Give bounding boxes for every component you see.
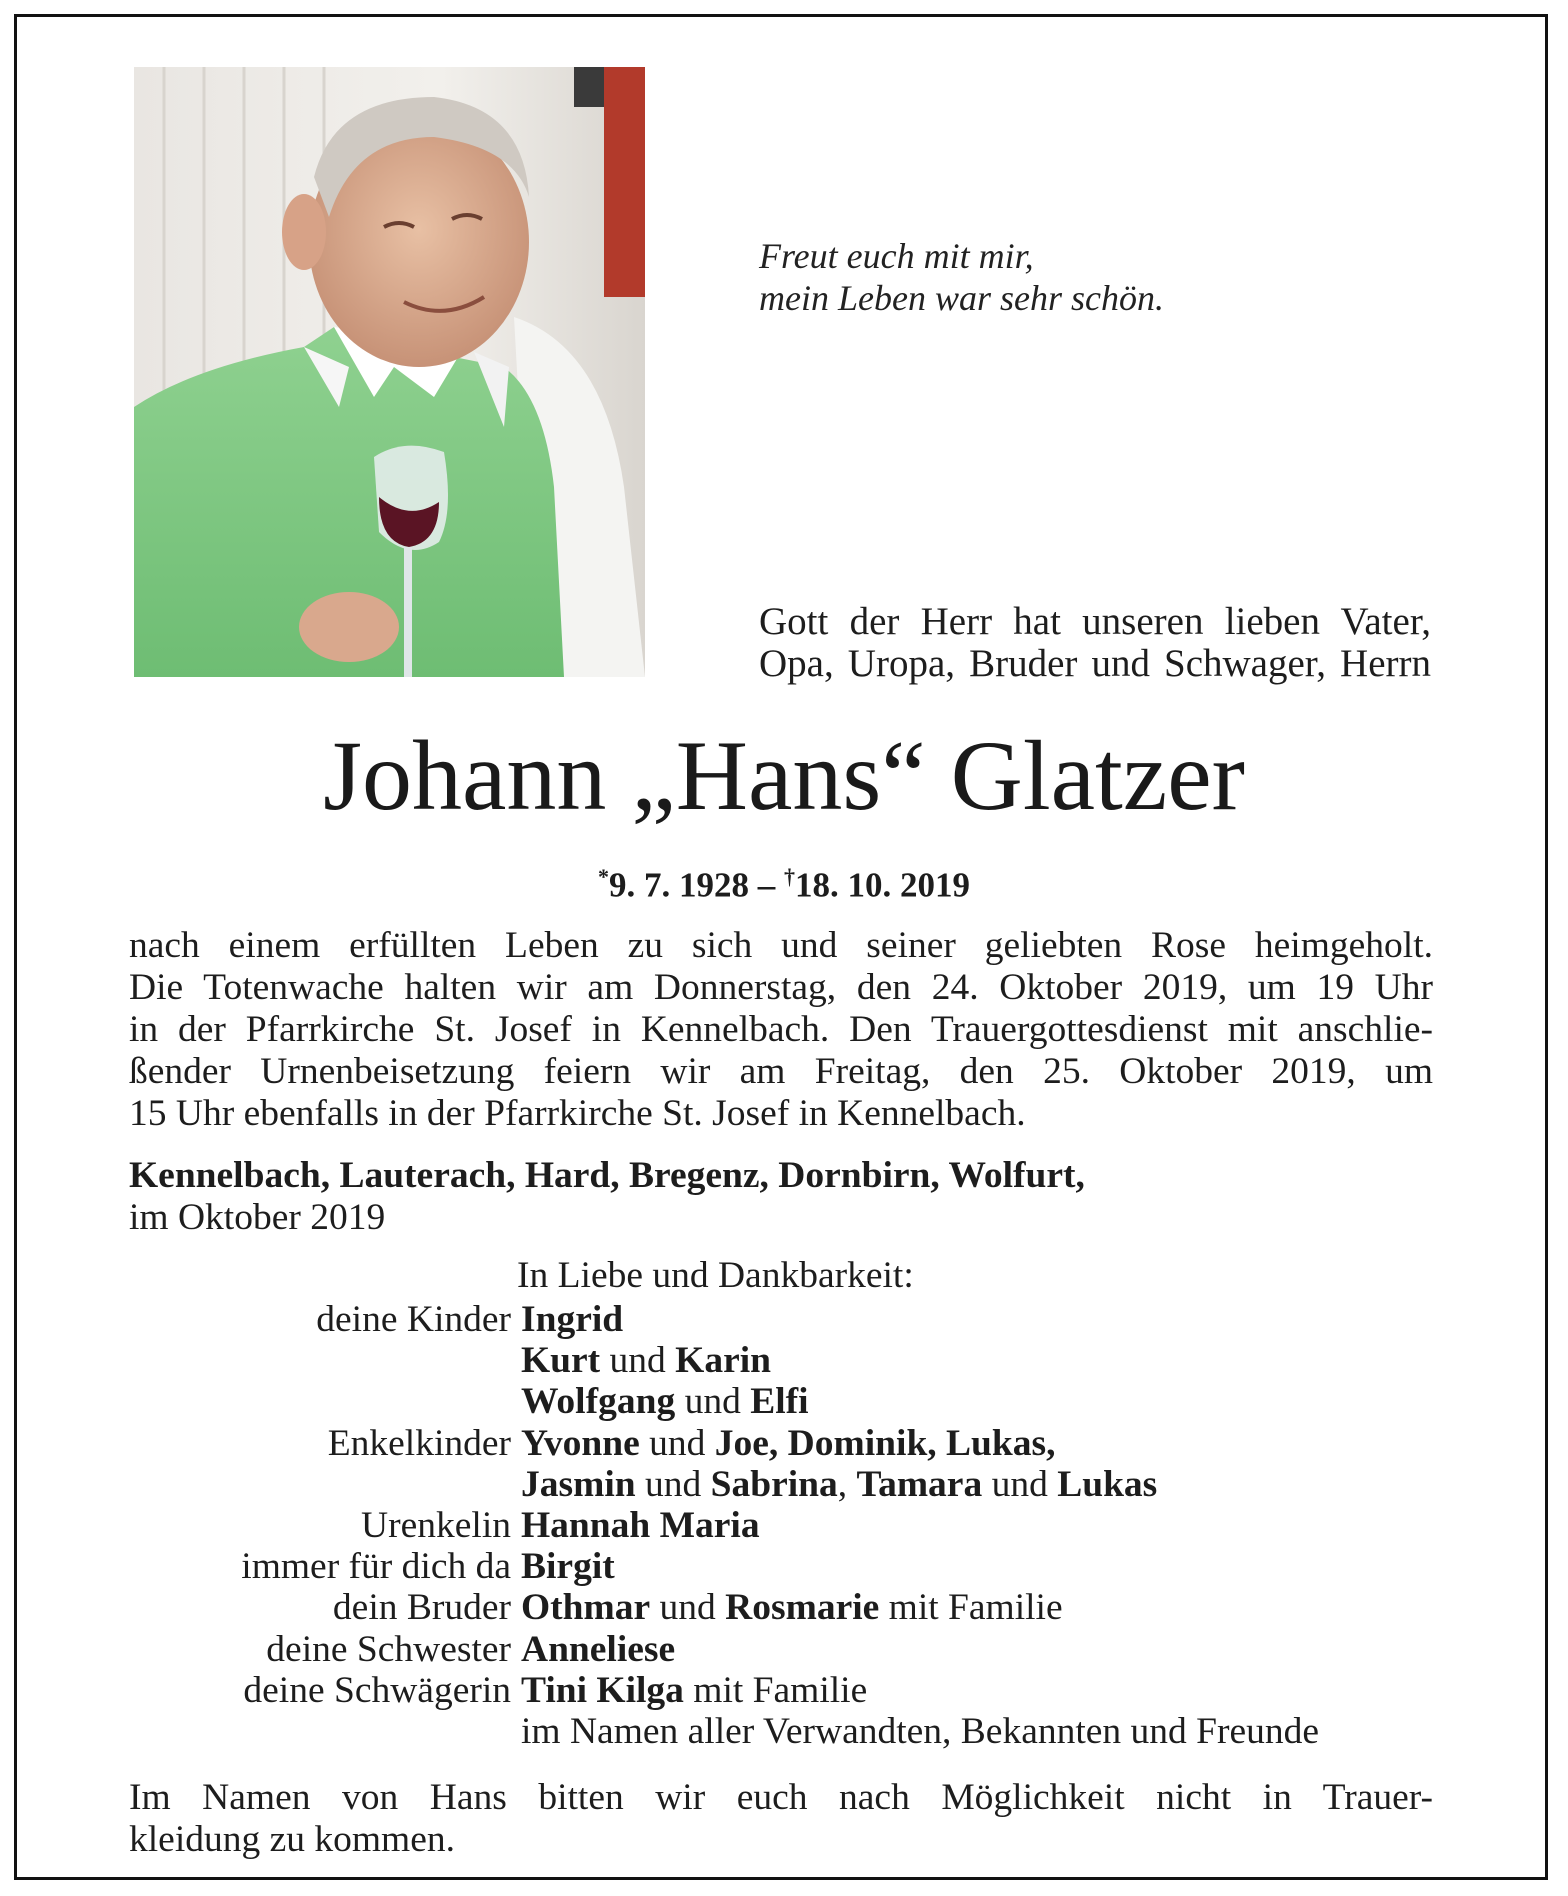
- relation-label: [117, 1340, 521, 1381]
- connector-text: im Namen aller Verwandten, Bekannten und Freunde: [521, 1711, 1320, 1753]
- connector-text: und: [675, 1381, 751, 1423]
- quote-line: Freut euch mit mir,: [759, 236, 1034, 276]
- family-names: [521, 1711, 1319, 1752]
- connector-text: ,: [837, 1463, 857, 1505]
- family-names: [521, 1423, 1056, 1464]
- family-names: [521, 1340, 771, 1381]
- relation-label: dein Bruder: [332, 1587, 511, 1629]
- family-member-name: Wolfgang: [521, 1381, 676, 1423]
- family-row: [117, 1670, 1319, 1711]
- family-member-name: Joe, Dominik, Lukas,: [714, 1422, 1056, 1464]
- date-separator: –: [749, 865, 784, 905]
- quote-line: mein Leben war sehr schön.: [759, 278, 1164, 318]
- family-names: [521, 1464, 1157, 1505]
- family-row: [117, 1299, 1319, 1340]
- death-symbol: †: [784, 864, 795, 889]
- relation-label: Urenkelin: [361, 1505, 511, 1547]
- death-date: 18. 10. 2019: [795, 865, 970, 905]
- closing-text: [129, 1777, 1433, 1861]
- family-names: [521, 1629, 675, 1670]
- relation-label: immer für dich da: [241, 1546, 511, 1588]
- family-row: [117, 1711, 1319, 1752]
- family-list: [117, 1299, 1319, 1752]
- closing-line: kleidung zu kommen.: [129, 1819, 455, 1860]
- portrait-photo: [134, 67, 645, 677]
- birth-symbol: *: [598, 864, 609, 889]
- family-member-name: Yvonne: [521, 1422, 640, 1464]
- family-member-name: Anneliese: [521, 1628, 676, 1670]
- family-member-name: Rosmarie: [725, 1587, 880, 1629]
- family-row: [117, 1464, 1319, 1505]
- relation-label: deine Schwägerin: [243, 1669, 511, 1711]
- text-line: in der Pfarrkirche St. Josef in Kennelbach. Den Trauergottesdienst mit anschlie-: [129, 1009, 1433, 1050]
- family-member-name: Hannah Maria: [521, 1505, 760, 1547]
- closing-line: Im Namen von Hans bitten wir euch nach Möglichkeit nicht in Trauer-: [129, 1777, 1433, 1818]
- connector-text: mit Familie: [683, 1669, 868, 1711]
- family-row: [117, 1423, 1319, 1464]
- family-member-name: Kurt: [521, 1340, 601, 1382]
- family-names: [521, 1587, 1063, 1628]
- deceased-name: Johann „Hans“ Glatzer: [323, 720, 1245, 831]
- relation-label: [117, 1711, 521, 1752]
- family-member-name: Tamara: [856, 1463, 983, 1505]
- family-names: [521, 1546, 615, 1587]
- family-member-name: Tini Kilga: [521, 1669, 684, 1711]
- family-row: [117, 1587, 1319, 1628]
- quote: [759, 235, 1164, 319]
- places: Kennelbach, Lauterach, Hard, Bregenz, Dornbirn, Wolfurt,: [129, 1155, 1085, 1196]
- family-names: [521, 1505, 760, 1546]
- family-member-name: Karin: [675, 1340, 772, 1382]
- family-member-name: Birgit: [521, 1546, 615, 1588]
- relation-label: deine Kinder: [316, 1299, 511, 1340]
- family-member-name: Othmar: [521, 1587, 651, 1629]
- family-row: [117, 1546, 1319, 1587]
- connector-text: und: [639, 1422, 715, 1464]
- intro-line: Gott der Herr hat unseren lieben Vater,: [759, 600, 1431, 643]
- text-line: nach einem erfüllten Leben zu sich und seiner geliebten Rose heimgeholt.: [129, 925, 1433, 966]
- family-member-name: Lukas: [1057, 1463, 1158, 1505]
- family-names: [521, 1299, 623, 1340]
- connector-text: und: [635, 1463, 711, 1505]
- obituary-page: [14, 14, 1548, 1880]
- relation-label: Enkelkinder: [327, 1422, 511, 1464]
- family-member-name: Sabrina: [710, 1463, 838, 1505]
- connector-text: und: [982, 1463, 1058, 1505]
- relation-label: deine Schwester: [266, 1628, 511, 1670]
- family-row: [117, 1340, 1319, 1381]
- intro-line: Opa, Uropa, Bruder und Schwager, Herrn: [759, 642, 1431, 685]
- family-row: [117, 1381, 1319, 1422]
- relation-label: [117, 1381, 521, 1422]
- family-member-name: Jasmin: [521, 1463, 636, 1505]
- gratitude-heading: In Liebe und Dankbarkeit:: [517, 1255, 914, 1296]
- family-member-name: Ingrid: [521, 1299, 624, 1340]
- text-line: 15 Uhr ebenfalls in der Pfarrkirche St. Josef in Kennelbach.: [129, 1093, 1026, 1134]
- birth-date: 9. 7. 1928: [609, 865, 749, 905]
- text-line: ßender Urnenbeisetzung feiern wir am Freitag, den 25. Oktober 2019, um: [129, 1051, 1433, 1092]
- family-row: [117, 1629, 1319, 1670]
- connector-text: und: [650, 1587, 726, 1629]
- text-line: Die Totenwache halten wir am Donnerstag, den 24. Oktober 2019, um 19 Uhr: [129, 967, 1433, 1008]
- connector-text: und: [600, 1340, 676, 1382]
- family-member-name: Elfi: [750, 1381, 809, 1423]
- connector-text: mit Familie: [879, 1587, 1063, 1629]
- family-names: [521, 1381, 809, 1422]
- relation-label: [117, 1464, 521, 1505]
- place-date: im Oktober 2019: [129, 1197, 386, 1238]
- announcement-text: [129, 925, 1433, 1135]
- family-row: [117, 1505, 1319, 1546]
- intro-text: [759, 601, 1431, 685]
- life-dates: [17, 857, 1551, 906]
- family-names: [521, 1670, 867, 1711]
